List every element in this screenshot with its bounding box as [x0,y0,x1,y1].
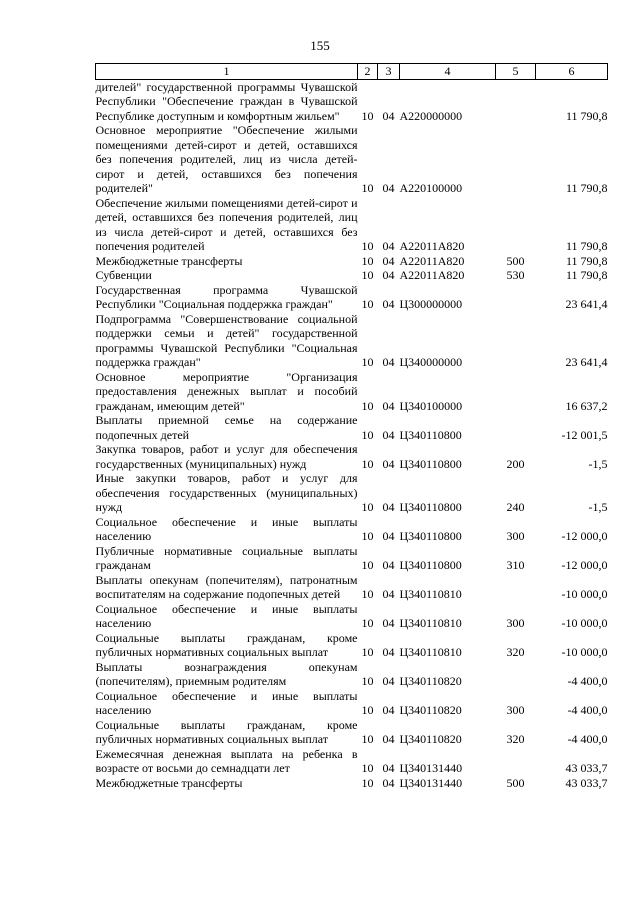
row-subsection: 04 [382,500,395,514]
row-subsection: 04 [382,587,395,601]
row-target-code: Ц340110800 [399,427,462,442]
row-amount: -12 000,0 [561,558,608,572]
row-name: Выплаты опекунам (попечителям), патронатным воспитателям на содержание подопечных детей [95,572,358,601]
table-row [96,123,608,196]
row-section: 10 [361,181,374,195]
row-name: дителей" государственной программы Чувашской Республики "Обеспечение граждан в Чувашской Республике доступным и комфортным жильем" [95,79,358,123]
table-row [96,268,608,283]
table-row [96,544,608,573]
row-amount: 11 790,8 [565,239,608,253]
row-target-code: Ц340110820 [399,703,462,717]
row-subsection: 04 [382,268,395,282]
row-section: 10 [361,456,374,471]
row-expense-type [496,312,536,370]
row-expense-type [496,79,536,123]
row-expense-type: 530 [506,268,525,282]
row-subsection: 04 [382,529,395,543]
row-section: 10 [361,500,374,514]
row-subsection: 04 [382,108,395,123]
row-target-code: Ц340110810 [399,645,462,659]
row-target-code: Ц340131440 [399,761,463,775]
row-section: 10 [361,108,374,123]
row-target-code: Ц340000000 [399,355,463,369]
row-expense-type: 300 [506,529,525,543]
table-row [96,442,608,471]
row-amount: 23 641,4 [565,355,608,369]
row-name: Ежемесячная денежная выплата на ребенка в возрасте от восьми до семнадцати лет [95,746,358,775]
row-section: 10 [361,761,374,775]
row-amount: -4 400,0 [567,732,608,746]
row-expense-type: 320 [506,732,525,746]
row-target-code: Ц340110800 [399,456,462,471]
row-target-code: Ц340110800 [399,529,462,543]
row-amount: 23 641,4 [565,297,608,311]
row-amount: 11 790,8 [565,181,608,195]
row-section: 10 [361,398,374,413]
row-subsection: 04 [382,761,395,775]
row-target-code: Ц340110810 [399,616,462,630]
column-header-expense-type: 5 [496,64,536,80]
row-amount: -1,5 [588,500,608,514]
column-header-amount: 6 [536,64,608,80]
budget-table [95,63,608,790]
row-name: Подпрограмма "Совершенствование социальной поддержки семьи и детей" государственной программы Чувашской Республики "Социальная поддержка граждан" [95,311,358,369]
row-expense-type [496,370,536,414]
row-section: 10 [361,253,374,268]
row-amount: 43 033,7 [565,775,608,790]
row-section: 10 [361,674,374,688]
row-subsection: 04 [382,427,395,442]
row-subsection: 04 [382,239,395,253]
row-name: Субвенции [95,268,152,282]
row-name: Иные закупки товаров, работ и услуг для обеспечения государственных (муниципальных) нужд [95,471,358,514]
row-expense-type: 300 [506,703,525,717]
row-amount: -12 000,0 [561,529,608,543]
table-row [96,747,608,776]
row-amount: -10 000,0 [561,645,608,659]
row-subsection: 04 [382,253,395,268]
row-name: Выплаты приемной семье на содержание подопечных детей [95,413,358,442]
table-row [96,660,608,689]
table-row [96,689,608,718]
table-row [96,718,608,747]
table-row [96,631,608,660]
row-name: Публичные нормативные социальные выплаты гражданам [95,543,358,572]
row-expense-type: 300 [506,616,525,630]
row-section: 10 [361,645,374,659]
row-name: Социальное обеспечение и иные выплаты населению [95,601,358,630]
row-amount: -12 001,5 [561,427,608,442]
table-row [96,413,608,442]
table-row [96,573,608,602]
row-section: 10 [361,616,374,630]
row-subsection: 04 [382,616,395,630]
row-section: 10 [361,355,374,369]
row-target-code: А22011А820 [399,253,465,268]
row-target-code: Ц340110820 [399,674,462,688]
row-subsection: 04 [382,674,395,688]
row-subsection: 04 [382,645,395,659]
row-target-code: А220100000 [399,181,463,195]
row-target-code: А220000000 [399,108,463,123]
row-target-code: Ц340110820 [399,732,462,746]
table-body [96,79,608,790]
row-subsection: 04 [382,398,395,413]
row-section: 10 [361,239,374,253]
table-row [96,776,608,791]
row-amount: -1,5 [588,456,608,471]
row-name: Государственная программа Чувашской Республики "Социальная поддержка граждан" [95,282,358,311]
table-row [96,196,608,254]
row-amount: -10 000,0 [561,587,608,601]
row-expense-type: 240 [506,500,525,514]
row-subsection: 04 [382,355,395,369]
row-section: 10 [361,558,374,572]
table-header [96,64,608,80]
table-row [96,370,608,414]
row-amount: 11 790,8 [565,253,608,268]
table-row [96,254,608,269]
row-target-code: Ц340110810 [399,587,462,601]
row-expense-type [496,747,536,776]
row-name: Социальное обеспечение и иные выплаты населению [95,514,358,543]
row-amount: 11 790,8 [565,108,608,123]
row-section: 10 [361,529,374,543]
table-row [96,312,608,370]
column-header-subsection: 3 [378,64,400,80]
row-section: 10 [361,268,374,282]
row-expense-type [496,660,536,689]
row-name: Межбюджетные трансферты [95,775,243,790]
row-section: 10 [361,587,374,601]
row-subsection: 04 [382,703,395,717]
row-section: 10 [361,297,374,311]
row-section: 10 [361,732,374,746]
row-expense-type [496,123,536,196]
row-subsection: 04 [382,558,395,572]
row-subsection: 04 [382,775,395,790]
row-name: Социальные выплаты гражданам, кроме публичных нормативных социальных выплат [95,717,358,746]
row-expense-type: 200 [506,456,525,471]
row-amount: 16 637,2 [565,398,608,413]
row-expense-type: 500 [506,775,525,790]
row-amount: -4 400,0 [567,703,608,717]
row-expense-type [496,573,536,602]
row-subsection: 04 [382,181,395,195]
row-subsection: 04 [382,456,395,471]
row-expense-type [496,196,536,254]
row-expense-type [496,413,536,442]
row-section: 10 [361,427,374,442]
column-header-name: 1 [96,64,358,80]
row-subsection: 04 [382,732,395,746]
column-header-section: 2 [358,64,378,80]
row-expense-type: 500 [506,253,525,268]
row-name: Межбюджетные трансферты [95,253,243,268]
row-subsection: 04 [382,297,395,311]
table-row [96,602,608,631]
row-target-code: Ц340100000 [399,398,463,413]
row-target-code: Ц340131440 [399,775,463,790]
row-name: Социальное обеспечение и иные выплаты населению [95,688,358,717]
row-amount: 11 790,8 [565,268,608,282]
row-expense-type: 320 [506,645,525,659]
row-name: Выплаты вознаграждения опекунам (попечителям), приемным родителям [95,659,358,688]
row-section: 10 [361,703,374,717]
row-target-code: Ц340110800 [399,558,462,572]
table-row [96,79,608,123]
row-expense-type [496,283,536,312]
row-name: Основное мероприятие "Обеспечение жилыми помещениями детей-сирот и детей, оставшихся без попечения родителей, лиц из числа детей-сирот и детей, оставшихся без попечения родителей" [95,123,358,195]
row-section: 10 [361,775,374,790]
row-target-code: Ц300000000 [399,297,463,311]
row-name: Обеспечение жилыми помещениями детей-сирот и детей, оставшихся без попечения родителей, лиц из числа детей-сирот и детей, оставшихся без попечения родителей [95,195,358,253]
table-row [96,471,608,515]
row-target-code: А22011А820 [399,239,465,253]
row-name: Основное мероприятие "Организация предоставления денежных выплат и пособий гражданам, имеющим детей" [95,369,358,413]
table-row [96,515,608,544]
row-target-code: А22011А820 [399,268,465,282]
row-amount: -4 400,0 [567,674,608,688]
row-expense-type: 310 [506,558,525,572]
row-amount: 43 033,7 [565,761,608,775]
row-target-code: Ц340110800 [399,500,462,514]
row-amount: -10 000,0 [561,616,608,630]
table-row [96,283,608,312]
row-name: Социальные выплаты гражданам, кроме публичных нормативных социальных выплат [95,630,358,659]
row-name: Закупка товаров, работ и услуг для обеспечения государственных (муниципальных) нужд [95,442,358,471]
column-header-target-code: 4 [400,64,496,80]
page-number: 155 [310,38,330,53]
